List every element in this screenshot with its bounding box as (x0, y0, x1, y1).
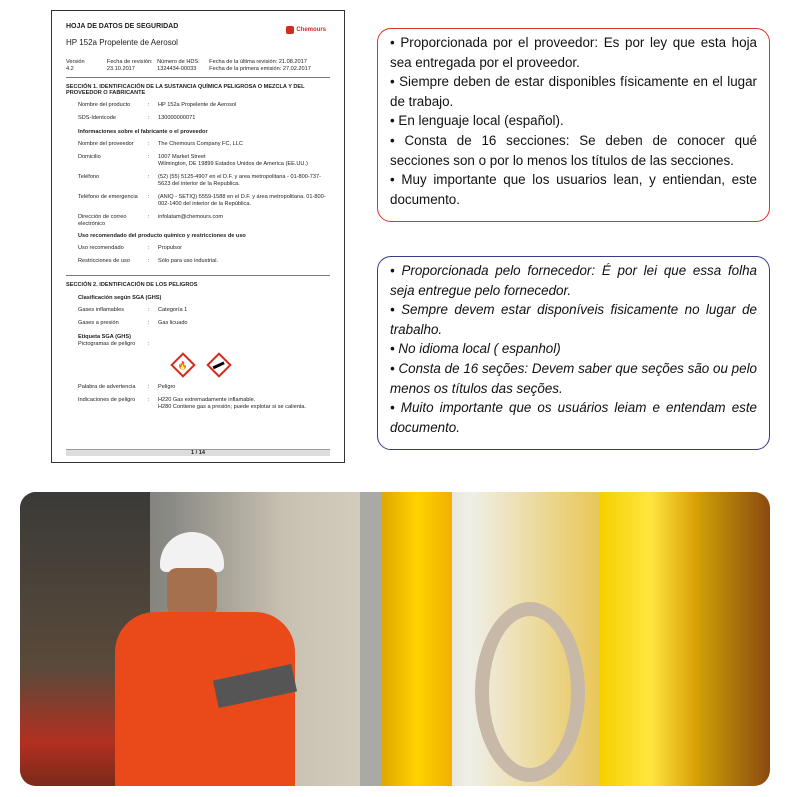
field-label: Nombre del proveedor (78, 141, 134, 147)
field-label: Teléfono de emergencia (78, 194, 138, 200)
field-value: 130000000071 (158, 115, 196, 121)
field-row: Dirección de correo electrónico : infolatam@chemours.com (66, 214, 330, 228)
field-value: The Chemours Company FC, LLC (158, 141, 243, 147)
field-row: Teléfono de emergencia : (ANIQ - SETIQ) 5559-1588 en el D.F. y área metropolitana. 01-800-002-1400 del interior de la República. (66, 194, 330, 208)
meta-field: Fecha de la última revisión: 21.08.2017 Fecha de la primera emisión: 27.02.2017 (209, 59, 311, 72)
field-row: Restricciones de uso : Sólo para uso industrial. (66, 258, 330, 265)
field-value: HP 152a Propelente de Aerosol (158, 102, 237, 108)
bullet-item: • Sempre devem estar disponíveis fisicamente no lugar de trabalho. (390, 302, 757, 337)
field-label: SDS-Identcode (78, 115, 116, 121)
meta-field: Versión 4.2 (66, 59, 85, 72)
field-row: Palabra de advertencia : Peligro (66, 384, 330, 391)
field-label: Uso recomendado (78, 245, 124, 251)
field-value: (ANIQ - SETIQ) 5559-1588 en el D.F. y área metropolitana. 01-800-002-1400 del interior de la República. (158, 194, 326, 207)
field-label: Restricciones de uso (78, 258, 130, 264)
pictogram-label: Pictogramas de peligro (78, 341, 136, 347)
field-value: Propulsor (158, 245, 182, 251)
ghs-classification-heading: Clasificación según SGA (GHS) (78, 295, 162, 301)
chemours-logo: Chemours (286, 26, 326, 34)
supplier-info-heading: Informaciones sobre el fabricante o el proveedor (78, 129, 208, 135)
field-value: 1007 Market Street Wilmington, DE 19899 Estados Unidos de America (EE.UU.) (158, 154, 308, 167)
field-row: Nombre del producto : HP 152a Propelente de Aerosol (66, 102, 330, 109)
field-label: Gases inflamables (78, 307, 125, 313)
field-value: Sólo para uso industrial. (158, 258, 219, 264)
field-row: Gases inflamables : Categoría 1 (66, 307, 330, 314)
bullet-item: • Consta de 16 seções: Devem saber que seções são ou pelo menos os títulos das seções. (390, 360, 757, 396)
field-value: Categoría 1 (158, 307, 188, 313)
meta-field: Número de HDS: 1324434-00033 (157, 59, 200, 72)
doc-meta (66, 59, 330, 78)
field-value: (52) (55) 5125-4907 en el D.F. y area metropolitana - 01-800-737-5623 del interior de la Republica. (158, 174, 321, 187)
field-label: Domicilio (78, 154, 101, 160)
flame-pictogram-icon: 🔥 (170, 352, 195, 377)
field-row: Indicaciones de peligro : H220 Gas extremadamente inflamable. H280 Contiene gas a presión; puede explotar si se calienta. (66, 397, 330, 411)
field-row: Nombre del proveedor : The Chemours Company FC, LLC (66, 141, 330, 148)
field-row: Teléfono : (52) (55) 5125-4907 en el D.F. y area metropolitana - 01-800-737-5623 del interior de la Republica. (66, 174, 330, 188)
gas-cylinder-pictogram-icon (206, 352, 231, 377)
worker-photo (20, 492, 770, 786)
doc-title: HOJA DE DATOS DE SEGURIDAD (66, 23, 179, 30)
field-label: Indicaciones de peligro (78, 397, 136, 403)
field-label: Nombre del producto (78, 102, 131, 108)
field-row: Gases a presión : Gas licuado (66, 320, 330, 327)
field-row: Uso recomendado : Propulsor (66, 245, 330, 252)
ghs-label-heading: Etiqueta SGA (GHS) (78, 334, 131, 340)
field-label: Palabra de advertencia (78, 384, 136, 390)
bullet-item: • Muy importante que los usuarios lean, y entiendan, este documento. (390, 172, 757, 207)
page-number: 1 / 14 (66, 449, 330, 456)
field-label: Teléfono (78, 174, 100, 180)
field-row: Domicilio : 1007 Market Street Wilmington, DE 19899 Estados Unidos de America (EE.UU.) (66, 154, 330, 168)
bullet-item: • Muito importante que os usuários leiam e entendam este documento. (390, 400, 757, 435)
field-value: Gas licuado (158, 320, 188, 326)
safety-data-sheet: HOJA DE DATOS DE SEGURIDAD Chemours HP 152a Propelente de Aerosol Versión 4.2 Fecha de revisión: 23.10.2017 Número de HDS: 1324434-00033 Fecha de la última revisión: 21.08.2017 Fecha de la primera emisión: 27.02.2017 SECCIÓN 1. IDENTIFICACIÓN DE LA SUSTANCIA QUÍMICA PELIGROSA O MEZCLA Y DEL PROVEEDOR O FABRICANTE Nombre del producto : HP 152a Propelente de Aerosol SDS-Identcode : 130000000071 Informaciones sobre el fabricante o el proveedor Nombre del proveedor : The Chemours Company FC, LLC Domicilio : 1007 Market Street Wilmington, DE 19899 Estados Unidos de America (EE.UU.) Teléfono : (52) (55) 5125-4907 en el D.F. y area metropolitana - 01-800-737-5623 del interior de la Republica. Teléfono de emergencia : (ANIQ - SETIQ) 5559-1588 en el D.F. y área metropolitana. 01-800-002-1400 del interior de la República. Dirección de correo electrónico : infolatam@chemours.com Uso recomendado del producto químico y restricciones de uso Uso recomendado : Propulsor Restricciones de uso : Sólo para uso industrial. SECCIÓN 2. IDENTIFICACIÓN DE LOS PELIGROS Clasificación según SGA (GHS) Gases inflamables : Categoría 1 Gases a presión : Gas licuado Etiqueta SGA (GHS) Pictogramas de peligro : 🔥 Palabra de advertencia : Peligro Indicaciones de peligro : H220 Gas extremadamente inflamable. H280 Contiene gas a presión; puede explotar si se calienta. 1 / 14 (51, 10, 345, 463)
portuguese-notes (377, 256, 770, 450)
field-value: infolatam@chemours.com (158, 214, 224, 220)
bullet-item: • En lenguaje local (español). (390, 113, 564, 129)
field-value: Peligro (158, 384, 176, 390)
product-title: HP 152a Propelente de Aerosol (66, 38, 178, 47)
field-label: Gases a presión (78, 320, 119, 326)
field-label: Dirección de correo electrónico (78, 214, 127, 227)
field-value: H220 Gas extremadamente inflamable. H280 Contiene gas a presión; puede explotar si se calienta. (158, 397, 307, 410)
spanish-notes (377, 28, 770, 222)
worker-figure (115, 532, 305, 786)
section-1-title: SECCIÓN 1. IDENTIFICACIÓN DE LA SUSTANCIA QUÍMICA PELIGROSA O MEZCLA Y DEL PROVEEDOR O FABRICANTE (66, 84, 305, 96)
bullet-item: • Consta de 16 secciones: Se deben de conocer qué secciones son o por lo menos los títulos de las secciones. (390, 132, 757, 168)
bullet-item: • Proporcionada pelo fornecedor: É por lei que essa folha seja entregue pelo fornecedor. (390, 263, 757, 298)
section-2-title: SECCIÓN 2. IDENTIFICACIÓN DE LOS PELIGROS (66, 282, 198, 288)
bullet-item: • No idioma local ( espanhol) (390, 341, 561, 357)
bullet-item: • Proporcionada por el proveedor: Es por ley que esta hoja sea entregada por el proveedor. (390, 35, 757, 70)
meta-field: Fecha de revisión: 23.10.2017 (106, 59, 153, 72)
use-heading: Uso recomendado del producto químico y restricciones de uso (78, 233, 246, 239)
bullet-item: • Siempre deben de estar disponibles físicamente en el lugar de trabajo. (390, 74, 757, 109)
field-row: SDS-Identcode : 130000000071 (66, 115, 330, 122)
